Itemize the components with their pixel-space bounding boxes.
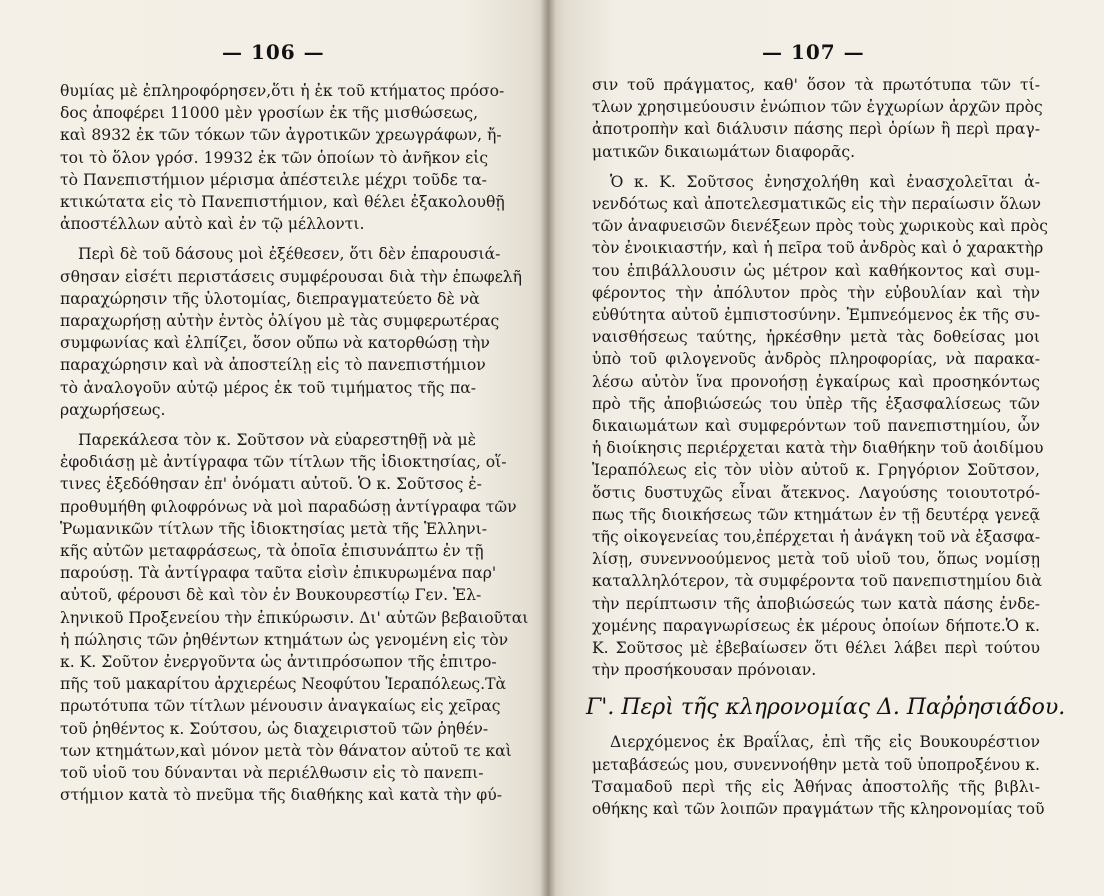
text-line: πῆς τοῦ μακαρίτου ἀρχιερέως Νεοφύτου Ἱεραπόλεως.Τὰ [60,675,507,694]
text-line: τοῦ ῥηθέντος κ. Σούτσου, ὡς διαχειριστοῦ τῶν ῥηθέν- [60,719,489,738]
text-line: τινες ἐξεδόθησαν ἐπ' ὀνόματι αὐτοῦ. Ὁ κ. Σοῦτσος ἐ- [60,475,482,494]
text-line: τοι τὸ ὅλον γρόσ. 19932 ἐκ τῶν ὁποίων τὸ ἀνῆκον εἰς [60,148,489,167]
text-line: κῆς αὐτῶν μεταφράσεως, τὰ ὁποῖα ἐπισυνάπτω ἐν τῇ [60,542,484,561]
text-line: του ἐπιβάλλουσιν ὡς μέτρον καὶ καθήκοντος καὶ συμ- [592,261,1040,280]
text-line: ληνικοῦ Προξενείου τὴν ἐπικύρωσιν. Δι' αὐτῶν βεβαιοῦται [60,608,529,627]
text-line: Ῥωμανικῶν τίτλων τῆς ἰδιοκτησίας μετὰ τῆς Ἑλληνι- [60,519,488,538]
text-line: χομένης παραγνωρίσεως ἐκ μέρους ὁποίων δήποτε.Ὁ κ. [592,616,1040,635]
text-line: παραχώρησιν τῆς ὑλοτομίας, διεπραγματεύετο δὲ νὰ [60,289,480,308]
section-heading: Γ'. Περὶ τῆς κληρονομίας Δ. Παῤῥησιάδου. [586,695,1066,721]
text-line: μεταβάσεώς μου, συνεννοήθην μετὰ τοῦ ὑποπροξένου κ. [592,755,1040,774]
text-line: στήμιον κατὰ τὸ πνεῦμα τῆς διαθήκης καὶ κατὰ τὴν φύ- [60,786,502,805]
text-line: νενδότως καὶ ἀποτελεσματικῶς εἰς τὴν περαίωσιν ὅλων [592,195,1042,214]
text-line: τὴν περίπτωσιν τῆς ἀποβιώσεώς των κατὰ πάσης ἐνδε- [592,594,1040,613]
text-line: δικαιωμάτων καὶ συμφερόντων τοῦ πανεπιστημίου, ὧν [592,417,1040,436]
text-line: ὑπὸ τοῦ φιλογενοῦς ἀνδρὸς πληροφορίας, νὰ παρακα- [592,350,1040,369]
text-line: δος ἀποφέρει 11000 μὲν γροσίων ἐκ τῆς μισθώσεως, [60,104,479,123]
text-line: τὸ ἀναλογοῦν αὐτῷ μέρος ἐκ τοῦ τιμήματος τῆς πα- [60,378,476,397]
left-page-text [60,80,529,807]
text-line: ἐφοδιάσῃ μὲ ἀντίγραφα τῶν τίτλων τῆς ἰδιοκτησίας, οἵ- [60,453,507,472]
text-line: αὐτοῦ, φέρουσι δὲ καὶ τὸν ἐν Βουκουρεστίῳ Γεν. Ἑλ- [60,586,482,605]
text-line: κτικώτατα εἰς τὸ Πανεπιστήμιον, καὶ θέλει ἐξακολουθῇ [60,193,505,212]
text-line: τῶν ἀναφυεισῶν διενέξεων πρὸς τοὺς χωρικοὺς καὶ πρὸς [592,217,1048,236]
text-line: τοῦ υἱοῦ του δύνανται νὰ περιέλθωσιν εἰς τὸ πανεπι- [60,764,484,783]
text-line: παραχώρησιν καὶ νὰ ἀποστείλῃ εἰς τὸ πανεπιστήμιον [60,356,486,375]
text-line: ἀποστέλλων αὐτὸ καὶ ἐν τῷ μέλλοντι. [60,215,365,234]
text-line: των κτημάτων,καὶ μόνον μετὰ τὸν θάνατον αὐτοῦ τε καὶ [60,741,512,760]
text-line: τὸν ἐνοικιαστήν, καὶ ἡ πεῖρα τοῦ ἀνδρὸς καὶ ὁ χαρακτὴρ [592,239,1044,258]
text-line: Περὶ δὲ τοῦ δάσους μοὶ ἐξέθεσεν, ὅτι δὲν ἐπαρουσιά- [78,245,501,264]
text-line: σθησαν εἰσέτι περιστάσεις συμφέρουσαι διὰ τὴν ἐπωφελῆ [60,267,523,286]
text-line: καὶ 8932 ἐκ τῶν τόκων τῶν ἀγροτικῶν χρεωγράφων, ἤ- [60,126,502,145]
text-line: τλων χρησιμεύουσιν ἐνώπιον τῶν ἐγχωρίων ἀρχῶν πρὸς [592,98,1043,117]
text-line: τὸ Πανεπιστήμιον μέρισμα ἀπέστειλε μέχρι τοῦδε τα- [60,170,487,189]
paragraph [60,80,505,235]
text-line: εὐθύτητα αὐτοῦ ἐμπιστοσύνην. Ἐμπνεόμενος ἐκ τῆς συ- [592,306,1040,325]
text-line: ναισθήσεως ταύτης, ἠρκέσθην μετὰ τὰς δοθείσας μοι [592,328,1040,347]
text-line: ἡ πώλησις τῶν ῥηθέντων κτημάτων ὡς γενομένη εἰς τὸν [60,630,509,649]
text-line: ἀποτροπὴν καὶ διάλυσιν πάσης περὶ ὁρίων ἢ περὶ πραγ- [592,120,1040,139]
text-line: πρὸ τῆς ἀποβιώσεώς του ὑπὲρ τῆς ἐξασφαλίσεως τῶν [592,394,1040,413]
text-line: τῆς οἰκογενείας του,ἐπέρχεται ἡ ἀνάγκη τοῦ νὰ ἐξασφα- [592,528,1041,547]
text-line: Διερχόμενος ἐκ Βραΐλας, ἐπὶ τῆς εἰς Βουκουρέστιον [610,733,1040,752]
text-line: λίσῃ, συνεννοούμενος μετὰ τοῦ υἱοῦ του, ὅπως νομίσῃ [592,550,1040,569]
text-line: ὅστις δυστυχῶς εἶναι ἄτεκνος. Λαγούσης τοιουτοτρό- [592,483,1040,502]
paragraph [60,243,523,421]
text-line: λέσω αὐτὸν ἵνα προνοήσῃ ἐγκαίρως καὶ προσηκόντως [592,372,1040,391]
text-line: σιν τοῦ πράγματος, καθ' ὅσον τὰ πρωτότυπα τῶν τί- [592,76,1040,94]
page-number-left: — 106 — [222,40,325,64]
text-line: πρωτότυπα τῶν τίτλων μένουσιν ἀναγκαίως εἰς χεῖρας [60,697,501,716]
text-line: τὴν προσήκουσαν πρόνοιαν. [592,661,817,680]
right-page [548,0,1104,896]
book-gutter [540,0,556,896]
text-line: κ. Κ. Σοῦτον ἐνεργοῦντα ὡς ἀντιπρόσωπον τῆς ἐπιτρο- [60,653,497,672]
page-number-right: — 107 — [762,40,865,64]
text-line: ματικῶν δικαιωμάτων διαφορᾶς. [592,142,856,161]
paragraph [592,171,1048,682]
left-page [0,0,548,896]
text-line: παρούσῃ. Τὰ ἀντίγραφα ταῦτα εἰσὶν ἐπικυρωμένα παρ' [60,564,497,583]
text-line: πως τῆς διοικήσεως τῶν κτημάτων ἐν τῇ δευτέρᾳ γενεᾷ [592,505,1040,524]
text-line: Παρεκάλεσα τὸν κ. Σοῦτσον νὰ εὐαρεστηθῇ νὰ μὲ [78,431,476,450]
text-line: ἡ διοίκησις περιέρχεται κατὰ τὴν διαθήκην τοῦ ἀοιδίμου [592,439,1044,458]
right-page-text [586,74,1066,820]
text-line: ραχωρήσεως. [60,400,166,419]
paragraph [592,731,1045,820]
paragraph [60,429,529,806]
text-line: Τσαμαδοῦ περὶ τῆς εἰς Ἀθήνας ἀποστολῆς τῆς βιβλι- [592,777,1040,796]
text-line: παραχωρήσῃ αὐτὴν ἐντὸς ὀλίγου μὲ τὰς συμφερωτέρας [60,312,500,331]
paragraph [592,74,1043,163]
text-line: θυμίας μὲ ἐπληροφόρησεν,ὅτι ἡ ἐκ τοῦ κτήματος πρόσο- [60,82,505,100]
text-line: καταλληλότερον, τὰ συμφέροντα τοῦ πανεπιστημίου διὰ [592,572,1042,591]
text-line: Κ. Σοῦτσος μὲ ἐβεβαίωσεν ὅτι θέλει λάβει περὶ τούτου [592,639,1040,658]
right-paragraphs-after [592,731,1045,820]
text-line: Ἱεραπόλεως εἰς τὸν υἱὸν αὐτοῦ κ. Γρηγόριον Σοῦτσον, [592,461,1040,480]
text-line: προθυμήθη φιλοφρόνως νὰ μοὶ παραδώσῃ ἀντίγραφα τῶν [60,497,517,516]
right-paragraphs-before [592,74,1048,681]
text-line: συμφωνίας καὶ ἐλπίζει, ὅσον οὔπω νὰ κατορθώσῃ τὴν [60,334,490,353]
text-line: οθήκης καὶ τῶν λοιπῶν πραγμάτων τῆς κληρονομίας τοῦ [592,800,1045,819]
text-line: Ὁ κ. Κ. Σοῦτσος ἐνησχολήθη καὶ ἐνασχολεῖται ἀ- [610,172,1040,191]
text-line: φέροντος τὴν ἀπόλυτον πρὸς τὴν εὐβουλίαν καὶ τὴν [592,283,1040,302]
